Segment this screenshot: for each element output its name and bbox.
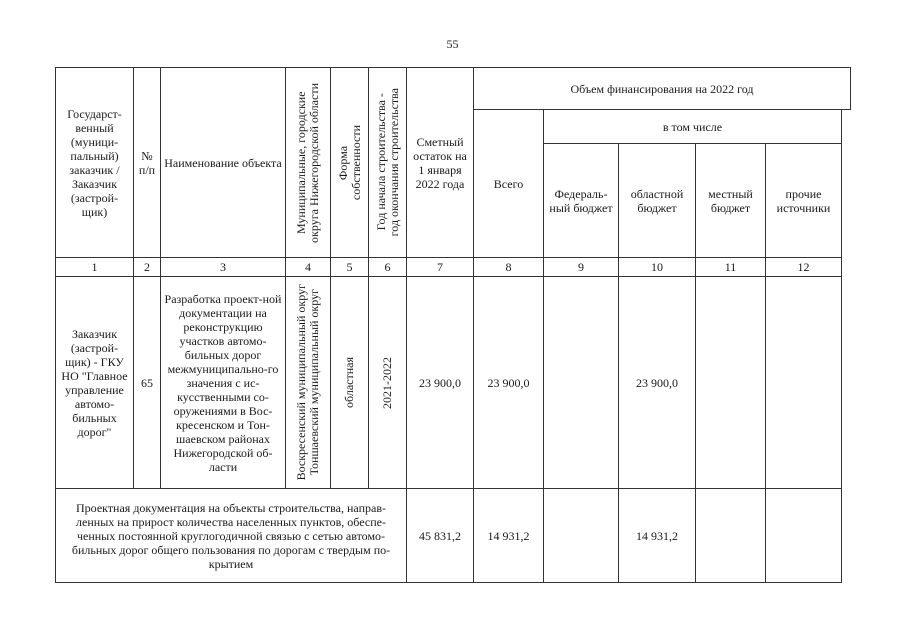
colnum: 12 <box>766 258 842 277</box>
header-years <box>369 68 407 258</box>
colnum: 8 <box>474 258 544 277</box>
row2-total: 14 931,2 <box>474 489 544 583</box>
header-regional: областной бюджет <box>619 144 696 258</box>
header-municipal-line1: Муниципальные, городские <box>294 91 308 234</box>
colnum: 4 <box>286 258 331 277</box>
table-row <box>56 489 851 583</box>
table-row <box>56 277 851 489</box>
header-federal: Федераль-ный бюджет <box>544 144 619 258</box>
row1-years <box>369 277 407 489</box>
row1-years-text: 2021-2022 <box>380 356 394 409</box>
row1-remainder: 23 900,0 <box>407 277 474 489</box>
funding-table <box>55 67 851 583</box>
row2-remainder: 45 831,2 <box>407 489 474 583</box>
header-ownership <box>331 68 369 258</box>
row2-local <box>696 489 766 583</box>
row1-ownership <box>331 277 369 489</box>
row1-object-name: Разработка проект-ной документации на реконструкцию участков автомо-бильных дорог межмуниципально-го значения с ис-кусственными со-оружениями в Вос-кресенском и Тон-шаевском районах Нижегородской об-ласти <box>161 277 286 489</box>
header-years-line2: год окончания строительства <box>386 88 401 237</box>
row1-municipal <box>286 277 331 489</box>
row1-customer: Заказчик (застрой-щик) - ГКУ НО "Главное управление автомо-бильных дорог" <box>56 277 134 489</box>
colnum: 1 <box>56 258 134 277</box>
row1-municipal-line1: Воскресенский муниципальный округ <box>294 284 308 481</box>
colnum: 6 <box>369 258 407 277</box>
header-row-1 <box>56 68 851 110</box>
header-ownership-line2: собственности <box>348 124 363 201</box>
colnum: 2 <box>134 258 161 277</box>
header-total: Всего <box>474 110 544 258</box>
column-numbers-row <box>56 258 851 277</box>
header-municipal-line2: округа Нижегородской области <box>307 82 321 243</box>
row2-other <box>766 489 842 583</box>
header-including: в том числе <box>544 110 842 144</box>
row1-num: 65 <box>134 277 161 489</box>
row2-description: Проектная документация на объекты строительства, направ-ленных на прирост количества населенных пунктов, обеспе-ченных постоянной круглогодичной связью с сетью автомо-бильных дорог общего пользования по дорогам с твердым по-крытием <box>56 489 407 583</box>
colnum: 10 <box>619 258 696 277</box>
row1-regional: 23 900,0 <box>619 277 696 489</box>
header-years-line1: Год начала строительства - <box>373 93 388 232</box>
row1-local <box>696 277 766 489</box>
colnum: 9 <box>544 258 619 277</box>
row1-federal <box>544 277 619 489</box>
colnum: 5 <box>331 258 369 277</box>
header-other: прочие источники <box>766 144 842 258</box>
page-number: 55 <box>446 37 459 51</box>
row1-other <box>766 277 842 489</box>
header-ownership-line1: Форма <box>335 145 350 180</box>
header-remainder: Сметный остаток на 1 января 2022 года <box>407 68 474 258</box>
header-funding: Объем финансирования на 2022 год <box>474 68 851 110</box>
row1-total: 23 900,0 <box>474 277 544 489</box>
header-object-name: Наименование объекта <box>161 68 286 258</box>
header-customer: Государст-венный (муници-пальный) заказчик / Заказчик (застрой-щик) <box>56 68 134 258</box>
row2-federal <box>544 489 619 583</box>
colnum: 7 <box>407 258 474 277</box>
header-local: местный бюджет <box>696 144 766 258</box>
header-num: № п/п <box>134 68 161 258</box>
header-municipal <box>286 68 331 258</box>
row1-municipal-line2: Тоншаевский муниципальный округ <box>307 289 321 476</box>
row2-regional: 14 931,2 <box>619 489 696 583</box>
colnum: 3 <box>161 258 286 277</box>
row1-ownership-text: областная <box>342 357 356 408</box>
colnum: 11 <box>696 258 766 277</box>
